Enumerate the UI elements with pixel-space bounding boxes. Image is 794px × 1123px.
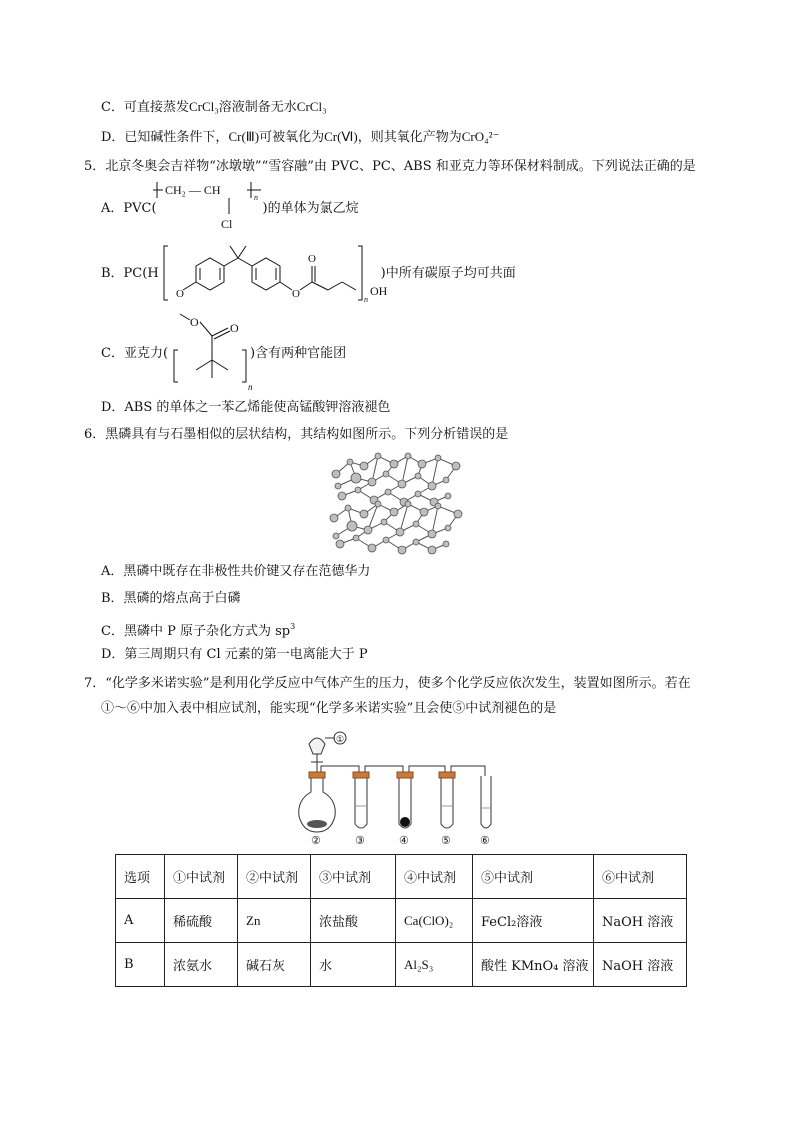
table-cell: 浓氨水	[165, 943, 238, 987]
apparatus-label-2: ②	[311, 835, 321, 847]
q7-stem-line1: 7．“化学多米诺实验”是利用化学反应中气体产生的压力，使多个化学反应依次发生，装置如图所示。若在	[84, 676, 691, 691]
q6-stem: 6．黑磷具有与石墨相似的层状结构，其结构如图所示。下列分析错误的是	[84, 427, 509, 442]
table-cell: Zn	[238, 899, 311, 943]
q5-stem: 5．北京冬奥会吉祥物“冰墩墩”“雪容融”由 PVC、PC、ABS 和亚克力等环保材料制成。下列说法正确的是	[84, 159, 696, 174]
pc-o3: O	[308, 253, 316, 265]
pc-o2: O	[292, 288, 300, 300]
black-phosphorus-structure-figure	[328, 452, 468, 560]
pc-structure	[158, 240, 394, 306]
table-cell: Ca(ClO)₂	[396, 899, 473, 943]
q6-option-b: B．黑磷的熔点高于白磷	[101, 591, 241, 606]
q5-option-b: B．PC(H )中所有碳原子均可共面	[101, 266, 516, 281]
q5-option-c: C．亚克力( )含有两种官能团	[101, 346, 347, 361]
table-header: ⑥中试剂	[594, 855, 687, 899]
table-header-row	[116, 855, 687, 899]
table-cell: A	[116, 899, 165, 943]
q6-option-a: A．黑磷中既存在非极性共价键又存在范德华力	[101, 564, 371, 579]
pvc-n: n	[254, 193, 258, 202]
pc-o1: O	[176, 288, 184, 300]
acrylic-structure	[172, 310, 256, 392]
table-cell: 稀硫酸	[165, 899, 238, 943]
table-cell: NaOH 溶液	[594, 899, 687, 943]
table-header: ④中试剂	[396, 855, 473, 899]
table-header: ⑤中试剂	[473, 855, 594, 899]
table-cell: 水	[311, 943, 396, 987]
q5-option-d: D．ABS 的单体之一苯乙烯能使高锰酸钾溶液褪色	[101, 400, 391, 415]
table-header: 选项	[116, 855, 165, 899]
apparatus-label-4: ④	[399, 835, 409, 847]
q4-option-c: C．可直接蒸发CrCl₃溶液制备无水CrCl₃	[101, 99, 327, 115]
table-cell: NaOH 溶液	[594, 943, 687, 987]
apparatus-label-6: ⑥	[480, 835, 490, 847]
table-cell: B	[116, 943, 165, 987]
pvc-structure	[153, 180, 265, 232]
q7-stem-line2: ①～⑥中加入表中相应试剂，能实现“化学多米诺实验”且会使⑤中试剂褪色的是	[101, 701, 557, 716]
table-header: ①中试剂	[165, 855, 238, 899]
acrylic-o2: O	[230, 321, 239, 335]
table-row	[116, 899, 687, 943]
table-header: ③中试剂	[311, 855, 396, 899]
q5-option-a: A．PVC( )的单体为氯乙烷	[101, 201, 359, 216]
apparatus-label-1: ①	[336, 734, 345, 744]
table-header: ②中试剂	[238, 855, 311, 899]
pvc-cl: Cl	[221, 217, 233, 231]
table-row	[116, 943, 687, 987]
domino-apparatus-figure	[295, 728, 505, 846]
table-cell: Al₂S₃	[396, 943, 473, 987]
acrylic-o1: O	[190, 315, 199, 329]
pvc-chain-text: CH₂ — CH	[165, 183, 221, 197]
table-cell: 碱石灰	[238, 943, 311, 987]
apparatus-label-3: ③	[355, 835, 365, 847]
pc-oh: OH	[370, 284, 388, 298]
q6-option-d: D．第三周期只有 Cl 元素的第一电离能大于 P	[101, 647, 368, 662]
table-cell: FeCl₂溶液	[473, 899, 594, 943]
pc-n: n	[364, 295, 368, 304]
table-cell: 酸性 KMnO₄ 溶液	[473, 943, 594, 987]
reagent-table	[115, 854, 687, 987]
q4-option-d: D．已知碱性条件下，Cr(Ⅲ)可被氧化为Cr(Ⅵ)，则其氧化产物为CrO₄²⁻	[101, 129, 500, 145]
acrylic-n: n	[248, 382, 253, 392]
table-cell: 浓盐酸	[311, 899, 396, 943]
apparatus-label-5: ⑤	[441, 835, 451, 847]
q6-option-c: C．黑磷中 P 原子杂化方式为 $sp^3$	[101, 622, 296, 639]
